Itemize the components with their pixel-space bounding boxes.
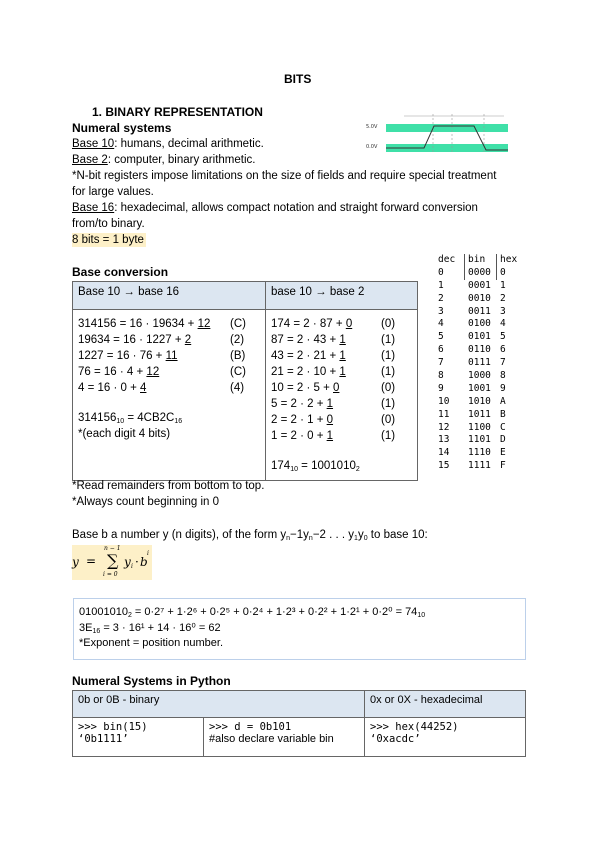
- waveform-label-low: 0.0V: [366, 144, 378, 150]
- conversion-row: 1 = 2 · 0 + 1 (1): [271, 430, 396, 442]
- bin-value: 1001: [468, 382, 491, 394]
- bin-example-cell: >>> bin(15) ‘0b1111’: [73, 718, 204, 757]
- conversion-row: 2 = 2 · 1 + 0 (0): [271, 414, 396, 426]
- bin-value: 1110: [468, 447, 491, 459]
- col1-result: $314156_{10} = 4CB2C_{16}$: [78, 412, 183, 425]
- col2-result: $174_{10} = 1001010_2$: [271, 460, 360, 473]
- bin-column: bin 0000 0001 0010 0011 0100 0101 0110 0111 1000 1001 1010 1011 1100 1101 1110 1111: [464, 254, 491, 280]
- hex-example: $3E_{16} = 3 \cdot 16^1 + 14 \cdot 16^0 = 62$: [79, 622, 221, 635]
- dec-value: 5: [438, 331, 444, 343]
- col2-header: base 10 → base 2: [266, 282, 418, 310]
- conversion-row: 87 = 2 · 43 + 1 (1): [271, 334, 396, 346]
- bin-value: 0010: [468, 292, 491, 304]
- dec-value: 3: [438, 305, 444, 317]
- dec-value: 8: [438, 370, 444, 382]
- nbit-note-line2: for large values.: [72, 186, 154, 198]
- declare-example-cell: >>> d = 0b101 #also declare variable bin: [204, 718, 365, 757]
- hex-value: B: [500, 408, 506, 420]
- hex-value: 9: [500, 382, 506, 394]
- byte-note: 8 bits = 1 byte: [72, 234, 144, 246]
- conversion-row: 43 = 2 · 21 + 1 (1): [271, 350, 396, 362]
- bin-value: 1000: [468, 370, 491, 382]
- bin-value: 0000: [468, 266, 491, 278]
- hex-value: 6: [500, 344, 506, 356]
- dec-value: 7: [438, 357, 444, 369]
- dec-value: 1: [438, 279, 444, 291]
- dec-value: 6: [438, 344, 444, 356]
- dec-value: 14: [438, 447, 450, 459]
- conversion-row: 5 = 2 · 2 + 1 (1): [271, 398, 396, 410]
- hex-value: F: [500, 460, 506, 472]
- hex-value: 0: [500, 266, 506, 278]
- bin-value: 0101: [468, 331, 491, 343]
- conversion-row: 21 = 2 · 10 + 1 (1): [271, 366, 396, 378]
- bin-value: 0110: [468, 344, 491, 356]
- dec-value: 11: [438, 408, 450, 420]
- base16-line: Base 16: hexadecimal, allows compact notation and straight forward conversion: [72, 202, 478, 214]
- col1-cell: [73, 310, 266, 481]
- col1-note: *(each digit 4 bits): [78, 428, 171, 440]
- bin-value: 1010: [468, 395, 491, 407]
- hex-example-cell: >>> hex(44252) ‘0xacdc’: [365, 718, 526, 757]
- hex-prefix-header: 0x or 0X - hexadecimal: [365, 691, 526, 718]
- dec-value: 2: [438, 292, 444, 304]
- remainder-note: *Read remainders from bottom to top.: [72, 480, 265, 492]
- bin-value: 0001: [468, 279, 491, 291]
- python-heading: Numeral Systems in Python: [72, 674, 231, 688]
- hex-value: A: [500, 395, 506, 407]
- bin-value: 1111: [468, 460, 491, 472]
- conversion-row: 76 = 16 · 4 + 12 (C): [78, 366, 246, 378]
- bin-value: 1100: [468, 421, 491, 433]
- bin-value: 1101: [468, 434, 491, 446]
- conversion-row: 10 = 2 · 5 + 0 (0): [271, 382, 396, 394]
- dec-column: dec 0 1 2 3 4 5 6 7 8 9 10 11 12 13 14 15: [438, 254, 456, 472]
- bin-value: 1011: [468, 408, 491, 420]
- base16-line2: from/to binary.: [72, 218, 145, 230]
- hex-value: D: [500, 434, 506, 446]
- conversion-row: 1227 = 16 · 76 + 11 (B): [78, 350, 246, 362]
- conversion-row: 314156 = 16 · 19634 + 12 (C): [78, 318, 246, 330]
- binary-prefix-header: 0b or 0B - binary: [73, 691, 365, 718]
- base10-line: Base 10: humans, decimal arithmetic.: [72, 138, 264, 150]
- dec-value: 4: [438, 318, 444, 330]
- conversion-row: 4 = 16 · 0 + 4 (4): [78, 382, 245, 394]
- voltage-waveform-figure: [364, 112, 510, 158]
- conversion-row: 19634 = 16 · 1227 + 2 (2): [78, 334, 245, 346]
- binary-example: $01001010_2 = 0\cdot 2^7 + 1\cdot 2^6 + 0\cdot 2^5 + 0\cdot 2^4 + 1\cdot 2^3 + 0\cdot 2^2 + 1\cdot 2^1 + 0\cdot 2^0 = 74_{10}$: [79, 606, 426, 619]
- hex-value: 2: [500, 292, 506, 304]
- examples-box: [73, 598, 526, 660]
- dec-value: 15: [438, 460, 450, 472]
- dec-value: 0: [438, 266, 444, 278]
- hex-value: 4: [500, 318, 506, 330]
- section-heading: 1. BINARY REPRESENTATION: [92, 105, 263, 119]
- hex-column: hex 0 1 2 3 4 5 6 7 8 9 A B C D E F: [496, 254, 517, 280]
- exponent-note: *Exponent = position number.: [79, 637, 224, 649]
- python-table: [72, 690, 526, 757]
- nbit-note-line1: *N-bit registers impose limitations on the size of fields and require special treatment: [72, 170, 497, 182]
- hex-value: 7: [500, 357, 506, 369]
- bin-value: 0011: [468, 305, 491, 317]
- dec-value: 9: [438, 382, 444, 394]
- numeral-systems-heading: Numeral systems: [72, 121, 172, 135]
- summation-formula: y = n − 1 ∑ i = 0 y i · b i: [72, 545, 152, 580]
- hex-value: E: [500, 447, 506, 459]
- hex-value: 3: [500, 305, 506, 317]
- conversion-row: 174 = 2 · 87 + 0 (0): [271, 318, 396, 330]
- bin-value: 0100: [468, 318, 491, 330]
- bin-value: 0111: [468, 357, 491, 369]
- base-conversion-heading: Base conversion: [72, 265, 169, 279]
- dec-value: 10: [438, 395, 450, 407]
- dec-value: 12: [438, 421, 450, 433]
- hex-value: 5: [500, 331, 506, 343]
- base-conversion-table: [72, 281, 418, 481]
- base2-line: Base 2: computer, binary arithmetic.: [72, 154, 256, 166]
- col2-cell: [266, 310, 418, 481]
- waveform-label-high: 5.0V: [366, 124, 378, 130]
- hex-value: 8: [500, 370, 506, 382]
- base-b-sentence: Base b a number y (n digits), of the form $y_n-1y_n-2$ . . . $y_1y_0$ to base 10:: [72, 529, 428, 542]
- hex-value: 1: [500, 279, 506, 291]
- hex-value: C: [500, 421, 506, 433]
- count-note: *Always count beginning in 0: [72, 496, 220, 508]
- col1-header: Base 10 → base 16: [73, 282, 266, 310]
- dec-value: 13: [438, 434, 450, 446]
- page-title: BITS: [284, 72, 312, 86]
